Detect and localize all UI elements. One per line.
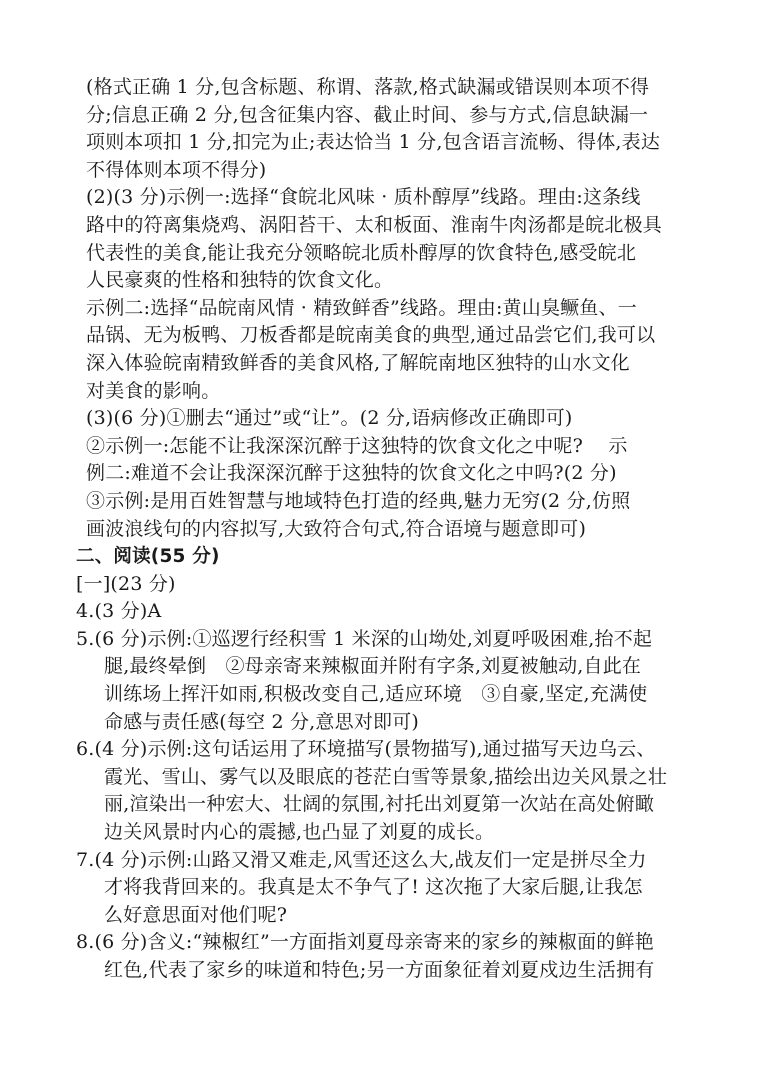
text-line: 6.(4 分)示例:这句话运用了环境描写(景物描写),通过描写天边乌云、 bbox=[76, 738, 656, 761]
text-line: 4.(3 分)A bbox=[76, 600, 162, 623]
text-line: 命感与责任感(每空 2 分,意思对即可) bbox=[104, 710, 420, 733]
text-line: 深入体验皖南精致鲜香的美食风格,了解皖南地区独特的山水文化 bbox=[86, 351, 630, 374]
text-line: 7.(4 分)示例:山路又滑又难走,风雪还这么大,战友们一定是拼尽全力 bbox=[76, 848, 647, 871]
text-line: 5.(6 分)示例:①巡逻行经积雪 1 米深的山坳处,刘夏呼吸困难,抬不起 bbox=[76, 627, 653, 650]
text-line: 红色,代表了家乡的味道和特色;另一方面象征着刘夏戍边生活拥有 bbox=[104, 959, 655, 981]
text-line: [一](23 分) bbox=[76, 572, 176, 595]
text-line: 霞光、雪山、雾气以及眼底的苍茫白雪等景象,描绘出边关风景之壮 bbox=[104, 765, 668, 788]
text-line: 人民豪爽的性格和独特的饮食文化。 bbox=[86, 269, 394, 292]
text-line: 腿,最终晕倒 ②母亲寄来辣椒面并附有字条,刘夏被触动,自此在 bbox=[104, 655, 642, 678]
text-line: (2)(3 分)示例一:选择“食皖北风味 · 质朴醇厚”线路。理由:这条线 bbox=[86, 186, 641, 209]
text-line: 例二:难道不会让我深深沉醉于这独特的饮食文化之中吗?(2 分) bbox=[86, 462, 617, 485]
text-line: 项则本项扣 1 分,扣完为止;表达恰当 1 分,包含语言流畅、得体,表达 bbox=[86, 131, 661, 154]
text-line: ③示例:是用百姓智慧与地域特色打造的经典,魅力无穷(2 分,仿照 bbox=[86, 489, 631, 512]
text-line: 分;信息正确 2 分,包含征集内容、截止时间、参与方式,信息缺漏一 bbox=[86, 103, 649, 126]
text-line: 8.(6 分)含义:“辣椒红”一方面指刘夏母亲寄来的家乡的辣椒面的鲜艳 bbox=[76, 931, 654, 954]
text-line: 训练场上挥汗如雨,积极改变自己,适应环境 ③自豪,坚定,充满使 bbox=[104, 683, 648, 706]
text-line: 边关风景时内心的震撼,也凸显了刘夏的成长。 bbox=[104, 821, 495, 844]
text-line: 路中的符离集烧鸡、涡阳苔干、太和板面、淮南牛肉汤都是皖北极具 bbox=[86, 213, 663, 236]
text-line: 丽,渲染出一种宏大、壮阔的氛围,衬托出刘夏第一次站在高处俯瞰 bbox=[104, 793, 655, 816]
text-line: 对美食的影响。 bbox=[86, 379, 221, 402]
text-line: 示例二:选择“品皖南风情 · 精致鲜香”线路。理由:黄山臭鳜鱼、一 bbox=[86, 296, 637, 319]
document-page bbox=[76, 74, 696, 985]
text-line: 么好意思面对他们呢? bbox=[104, 903, 288, 926]
text-line: ②示例一:怎能不让我深深沉醉于这独特的饮食文化之中呢? 示 bbox=[86, 434, 628, 457]
text-line: 二、阅读(55 分) bbox=[76, 546, 220, 568]
text-line: 不得体则本项不得分) bbox=[86, 158, 267, 181]
text-line: (格式正确 1 分,包含标题、称谓、落款,格式缺漏或错误则本项不得 bbox=[86, 76, 650, 98]
text-line: 品锅、无为板鸭、刀板香都是皖南美食的典型,通过品尝它们,我可以 bbox=[86, 324, 656, 347]
text-line: 才将我背回来的。我真是太不争气了! 这次拖了大家后腿,让我怎 bbox=[104, 876, 643, 899]
text-line: 代表性的美食,能让我充分领略皖北质朴醇厚的饮食特色,感受皖北 bbox=[86, 241, 637, 264]
text-line: (3)(6 分)①删去“通过”或“让”。(2 分,语病修改正确即可) bbox=[86, 407, 573, 430]
text-line: 画波浪线句的内容拟写,大致符合句式,符合语境与题意即可) bbox=[86, 517, 587, 540]
